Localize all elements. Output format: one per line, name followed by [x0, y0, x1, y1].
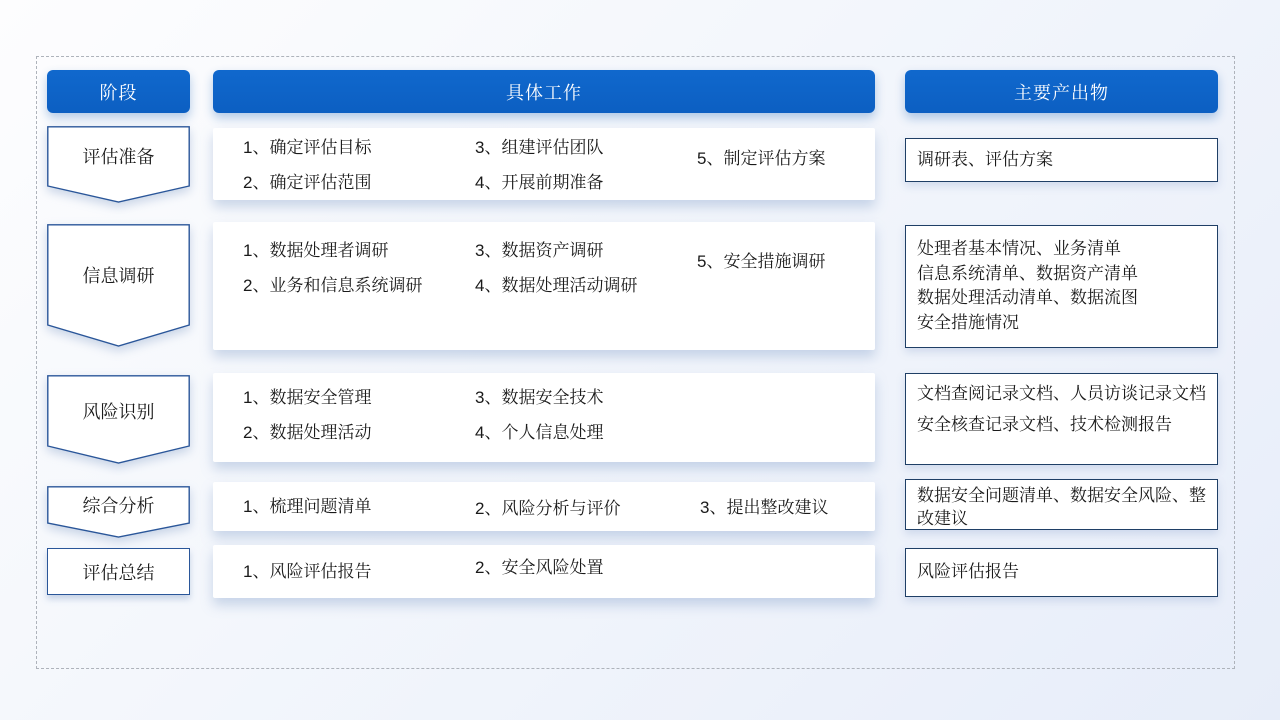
work-cell [243, 380, 371, 450]
stage-label: 信息调研 [82, 265, 155, 286]
work-cell [243, 489, 371, 524]
work-card-row4 [213, 482, 875, 531]
work-item: 1、数据处理者调研 [243, 241, 389, 260]
work-cell [697, 141, 825, 176]
work-cell [475, 233, 637, 303]
work-cell [243, 233, 422, 303]
work-cell [475, 130, 603, 200]
stage-label: 评估准备 [82, 147, 155, 167]
column-header-work: 具体工作 [213, 70, 875, 113]
work-item: 2、数据处理活动 [243, 423, 372, 442]
work-card-row5 [213, 545, 875, 598]
work-item: 1、梳理问题清单 [243, 497, 372, 516]
output-text: 数据处理活动清单、数据流图 [917, 288, 1138, 307]
work-item: 2、确定评估范围 [243, 173, 372, 192]
work-cell [475, 491, 620, 526]
output-text: 调研表、评估方案 [917, 149, 1053, 169]
stage-shape-row2 [47, 224, 190, 347]
work-item: 1、确定评估目标 [243, 138, 372, 157]
output-text: 处理者基本情况、业务清单 [917, 239, 1121, 258]
output-text: 风险评估报告 [917, 562, 1019, 582]
output-box-row4 [905, 479, 1218, 530]
work-item: 3、提出整改建议 [700, 498, 829, 517]
stage-shape-row3 [47, 375, 190, 464]
work-item: 3、组建评估团队 [475, 138, 604, 157]
stage-label: 风险识别 [82, 401, 155, 422]
output-box-row3 [905, 373, 1218, 465]
column-header-stage: 阶段 [47, 70, 190, 113]
stage-shape-row5 [47, 548, 190, 595]
column-header-output: 主要产出物 [905, 70, 1218, 113]
work-cell [700, 490, 828, 525]
output-text: 数据安全问题清单、数据安全风险、整改建议 [917, 486, 1206, 528]
output-box-row2 [905, 225, 1218, 348]
work-item: 1、数据安全管理 [243, 388, 372, 407]
work-card-row1 [213, 128, 875, 200]
work-cell [475, 550, 603, 585]
work-item: 2、业务和信息系统调研 [243, 276, 423, 295]
work-cell [475, 380, 603, 450]
output-text: 信息系统清单、数据资产清单 [917, 263, 1138, 283]
output-box-row1 [905, 138, 1218, 182]
stage-shape-row1 [47, 126, 190, 203]
work-item: 3、数据安全技术 [475, 388, 604, 407]
work-item: 4、开展前期准备 [475, 173, 604, 192]
stage-label: 评估总结 [82, 562, 155, 583]
output-box-row5 [905, 548, 1218, 597]
output-text: 文档查阅记录文档、人员访谈记录文档 [917, 384, 1206, 403]
work-item: 2、风险分析与评价 [475, 499, 621, 518]
stage-label: 综合分析 [82, 495, 155, 516]
work-item: 4、数据处理活动调研 [475, 276, 638, 295]
work-item: 5、制定评估方案 [697, 149, 826, 168]
output-text: 安全措施情况 [917, 312, 1019, 332]
output-text: 安全核查记录文档、技术检测报告 [917, 415, 1172, 434]
work-item: 2、安全风险处置 [475, 558, 604, 577]
work-card-row3 [213, 373, 875, 462]
work-item: 5、安全措施调研 [697, 252, 826, 271]
work-cell [243, 554, 371, 589]
work-cell [243, 130, 371, 200]
work-item: 1、风险评估报告 [243, 562, 372, 581]
work-cell [697, 244, 825, 279]
work-item: 4、个人信息处理 [475, 423, 604, 442]
stage-shape-row4 [47, 486, 190, 538]
work-item: 3、数据资产调研 [475, 241, 604, 260]
work-card-row2 [213, 222, 875, 350]
